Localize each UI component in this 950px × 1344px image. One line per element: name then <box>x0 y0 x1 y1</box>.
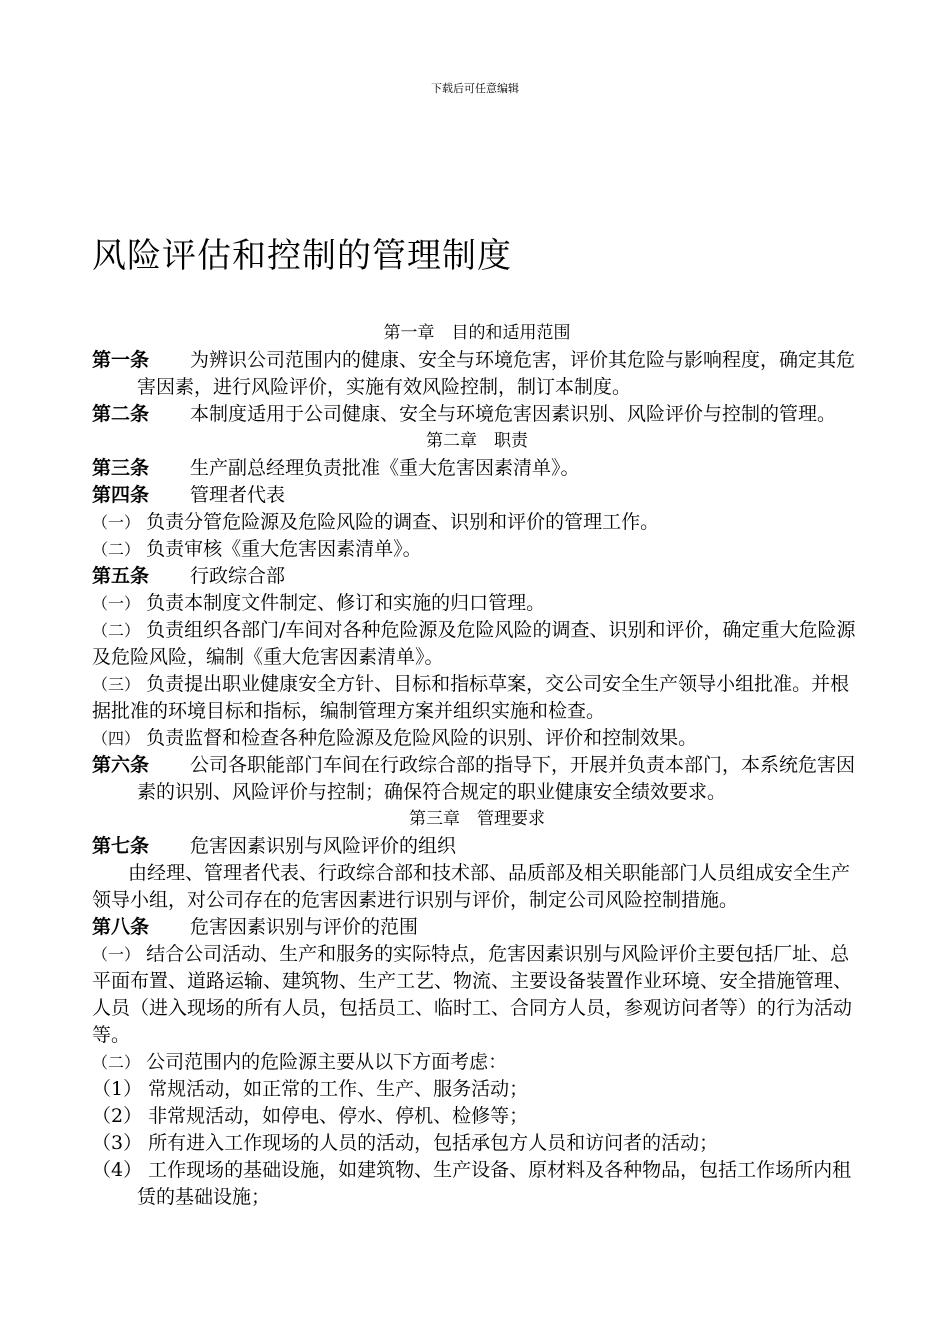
item-number: （一） <box>92 594 141 613</box>
article-text: 本制度适用于公司健康、安全与环境危害因素识别、风险评价与控制的管理。 <box>190 403 837 425</box>
subitem-text: 所有进入工作现场的人员的活动，包括承包方人员和访问者的活动； <box>148 1132 719 1154</box>
article-7-paragraph: 由经理、管理者代表、行政综合部和技术部、品质部及相关职能部门人员组成安全生产领导小组，对公司存在的危害因素进行识别与评价，制定公司风险控制措施。 <box>92 862 851 911</box>
article-text: 危害因素识别与风险评价的组织 <box>190 835 457 857</box>
item-text: 负责分管危险源及危险风险的调查、识别和评价的管理工作。 <box>146 511 660 533</box>
article-4 <box>92 482 862 509</box>
document-body <box>92 320 862 1211</box>
article-number: 第一条 <box>92 349 150 371</box>
subitem-number: （3） <box>92 1132 143 1154</box>
article-8 <box>92 914 862 941</box>
item-text: 负责审核《重大危害因素清单》。 <box>146 538 422 560</box>
subitem-number: （1） <box>92 1078 143 1100</box>
article-1 <box>92 347 862 401</box>
header-note: 下载后可任意编辑 <box>431 82 519 95</box>
item-number: （二） <box>92 621 141 640</box>
article-number: 第五条 <box>92 565 150 587</box>
article-8-subitem-2 <box>92 1103 862 1130</box>
article-7 <box>92 833 862 860</box>
article-5-item-4 <box>92 725 862 752</box>
article-number: 第六条 <box>92 754 150 776</box>
item-text: 负责监督和检查各种危险源及危险风险的识别、评价和控制效果。 <box>146 727 698 749</box>
article-3 <box>92 455 862 482</box>
item-number: （二） <box>92 540 141 559</box>
article-8-item-2 <box>92 1049 862 1076</box>
article-6 <box>92 752 862 806</box>
item-number: （一） <box>92 513 141 532</box>
article-text: 管理者代表 <box>190 484 286 506</box>
article-number: 第七条 <box>92 835 150 857</box>
article-text: 公司各职能部门车间在行政综合部的指导下，开展并负责本部门，本系统危害因素的识别、风险评价与控制；确保符合规定的职业健康安全绩效要求。 <box>137 754 856 803</box>
article-number: 第八条 <box>92 916 150 938</box>
item-number: （二） <box>92 1053 141 1072</box>
article-text: 为辨识公司范围内的健康、安全与环境危害，评价其危险与影响程度，确定其危害因素，进行风险评价，实施有效风险控制，制订本制度。 <box>137 349 856 398</box>
subitem-number: （2） <box>92 1105 143 1127</box>
article-8-item-1 <box>92 941 862 1049</box>
item-text: 负责组织各部门/车间对各种危险源及危险风险的调查、识别和评价，确定重大危险源及危险风险，编制《重大危害因素清单》。 <box>92 619 856 668</box>
item-text: 负责提出职业健康安全方针、目标和指标草案，交公司安全生产领导小组批准。并根据批准的环境目标和指标，编制管理方案并组织实施和检查。 <box>92 673 850 722</box>
chapter-3-heading: 第三章 管理要求 <box>409 809 545 829</box>
article-4-item-2 <box>92 536 862 563</box>
article-5-item-2 <box>92 617 862 671</box>
item-text: 公司范围内的危险源主要从以下方面考虑： <box>146 1051 508 1073</box>
item-number: （一） <box>92 945 141 964</box>
article-text: 行政综合部 <box>190 565 286 587</box>
subitem-text: 常规活动，如正常的工作、生产、服务活动； <box>148 1078 529 1100</box>
article-8-subitem-3 <box>92 1130 862 1157</box>
item-text: 负责本制度文件制定、修订和实施的归口管理。 <box>146 592 546 614</box>
chapter-1-heading: 第一章 目的和适用范围 <box>383 323 571 343</box>
item-text: 结合公司活动、生产和服务的实际特点，危害因素识别与风险评价主要包括厂址、总平面布置、道路运输、建筑物、生产工艺、物流、主要设备装置作业环境、安全措施管理、人员（进入现场的所有人员，包括员工、临时工、合同方人员，参观访问者等）的行为活动等。 <box>92 943 853 1046</box>
chapter-2-heading: 第二章 职责 <box>426 431 528 451</box>
subitem-number: （4） <box>92 1159 143 1181</box>
article-8-subitem-4 <box>92 1157 862 1211</box>
article-number: 第二条 <box>92 403 150 425</box>
article-number: 第三条 <box>92 457 150 479</box>
item-number: （四） <box>92 729 141 748</box>
article-8-subitem-1 <box>92 1076 862 1103</box>
subitem-text: 非常规活动，如停电、停水、停机、检修等； <box>148 1105 529 1127</box>
document-title: 风险评估和控制的管理制度 <box>92 236 512 276</box>
article-5-item-1 <box>92 590 862 617</box>
item-number: （三） <box>92 675 141 694</box>
article-2 <box>92 401 862 428</box>
article-4-item-1 <box>92 509 862 536</box>
article-5-item-3 <box>92 671 862 725</box>
article-text: 生产副总经理负责批准《重大危害因素清单》。 <box>190 457 580 479</box>
article-5 <box>92 563 862 590</box>
subitem-text: 工作现场的基础设施，如建筑物、生产设备、原材料及各种物品，包括工作场所内租赁的基础设施； <box>137 1159 852 1208</box>
article-text: 危害因素识别与评价的范围 <box>190 916 419 938</box>
article-number: 第四条 <box>92 484 150 506</box>
